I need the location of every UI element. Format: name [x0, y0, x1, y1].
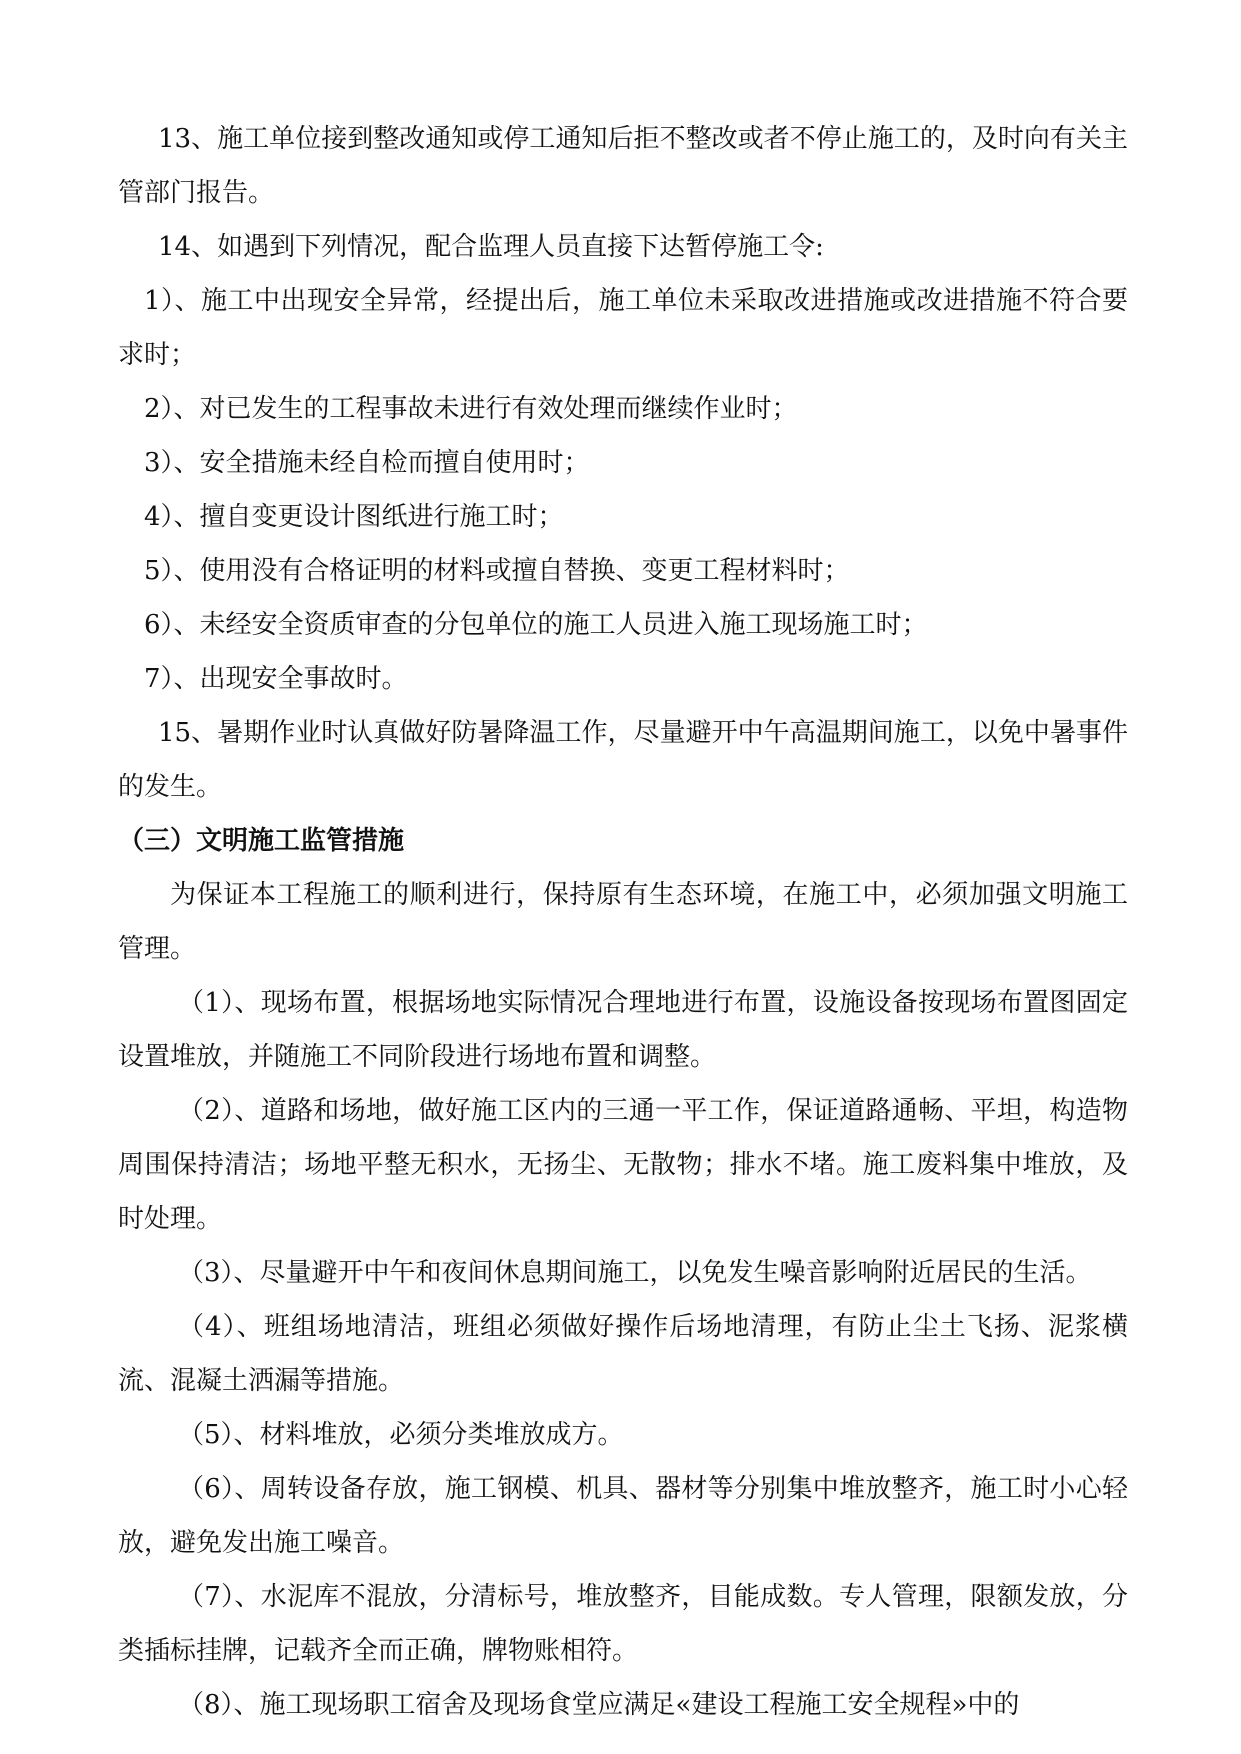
sub-item-1: 1）、施工中出现安全异常，经提出后，施工单位未采取改进措施或改进措施不符合要求时； — [118, 286, 1128, 370]
measure-item-4: （4）、班组场地清洁，班组必须做好操作后场地清理，有防止尘土飞扬、泥浆横流、混凝土洒漏等措施。 — [118, 1312, 1128, 1396]
sub-item-2: 2）、对已发生的工程事故未进行有效处理而继续作业时； — [144, 394, 798, 424]
paragraph-item-14: 14、如遇到下列情况，配合监理人员直接下达暂停施工令: — [158, 232, 824, 262]
measure-item-6: （6）、周转设备存放，施工钢模、机具、器材等分别集中堆放整齐，施工时小心轻放，避免发出施工噪音。 — [118, 1474, 1128, 1558]
measure-item-8: （8）、施工现场职工宿舍及现场食堂应满足«建设工程施工安全规程»中的 — [178, 1690, 1020, 1720]
paragraph-item-13: 13、施工单位接到整改通知或停工通知后拒不整改或者不停止施工的，及时向有关主管部门报告。 — [118, 124, 1128, 208]
section-heading: （三）文明施工监管措施 — [118, 826, 405, 856]
sub-item-3: 3）、安全措施未经自检而擅自使用时； — [144, 448, 590, 478]
document-page — [118, 112, 1128, 1732]
sub-item-7: 7）、出现安全事故时。 — [144, 664, 408, 694]
measure-item-3: （3）、尽量避开中午和夜间休息期间施工，以免发生噪音影响附近居民的生活。 — [178, 1258, 1092, 1288]
sub-item-4: 4）、擅自变更设计图纸进行施工时； — [144, 502, 564, 532]
section-intro: 为保证本工程施工的顺利进行，保持原有生态环境，在施工中，必须加强文明施工管理。 — [118, 880, 1128, 964]
measure-item-5: （5）、材料堆放，必须分类堆放成方。 — [178, 1420, 624, 1450]
measure-item-1: （1）、现场布置，根据场地实际情况合理地进行布置，设施设备按现场布置图固定设置堆放，并随施工不同阶段进行场地布置和调整。 — [118, 988, 1128, 1072]
measure-item-7: （7）、水泥库不混放，分清标号，堆放整齐，目能成数。专人管理，限额发放，分类插标挂牌，记载齐全而正确，牌物账相符。 — [118, 1582, 1128, 1666]
paragraph-item-15: 15、暑期作业时认真做好防暑降温工作，尽量避开中午高温期间施工，以免中暑事件的发生。 — [118, 718, 1128, 802]
measure-item-2: （2）、道路和场地，做好施工区内的三通一平工作，保证道路通畅、平坦，构造物周围保持清洁；场地平整无积水，无扬尘、无散物；排水不堵。施工废料集中堆放，及时处理。 — [118, 1096, 1128, 1234]
sub-item-5: 5）、使用没有合格证明的材料或擅自替换、变更工程材料时； — [144, 556, 850, 586]
sub-item-6: 6）、未经安全资质审查的分包单位的施工人员进入施工现场施工时； — [144, 610, 928, 640]
